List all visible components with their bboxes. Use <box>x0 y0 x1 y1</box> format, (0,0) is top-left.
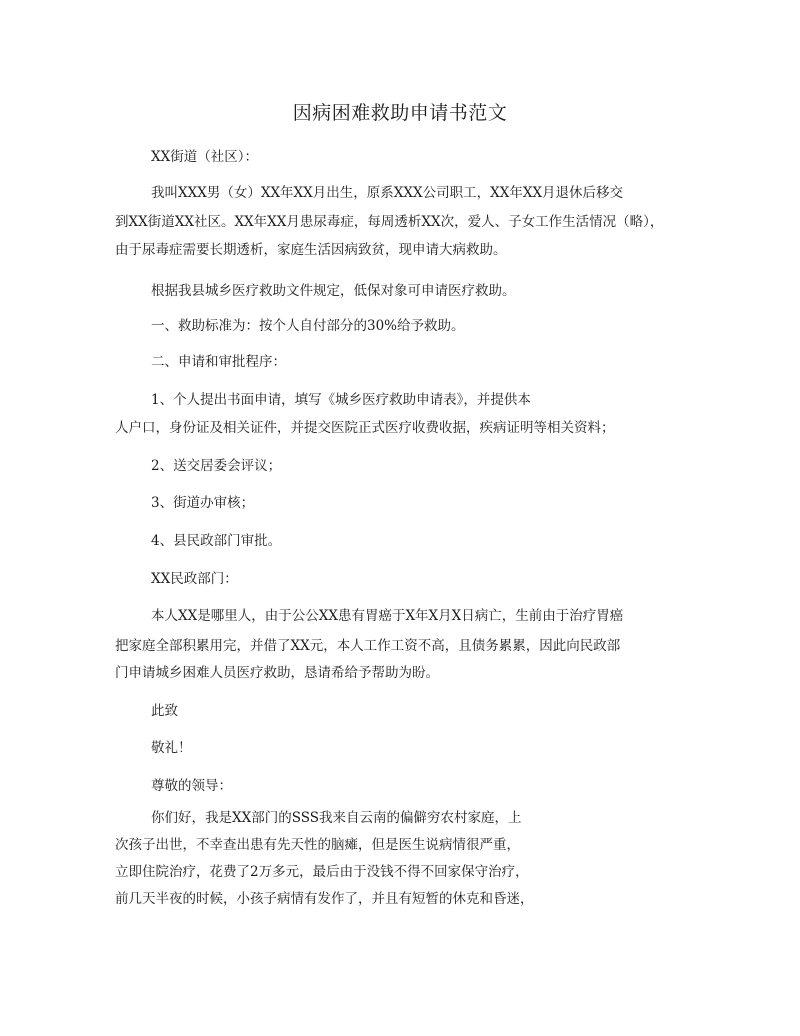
paragraph-line: 门申请城乡困难人员医疗救助，恳请希给予帮助为盼。 <box>115 665 439 681</box>
paragraph-line: 本人XX是哪里人，由于公公XX患有胃癌于X年X月X日病亡，生前由于治疗胃癌 <box>151 608 624 624</box>
paragraph-line: 把家庭全部积累用完，并借了XX元，本人工作工资不高，且债务累累，因此向民政部 <box>115 638 621 654</box>
paragraph-line: 由于尿毒症需要长期透析，家庭生活因病致贫，现申请大病救助。 <box>115 242 507 258</box>
paragraph-line: 根据我县城乡医疗救助文件规定，低保对象可申请医疗救助。 <box>151 283 516 299</box>
salutation-civil-affairs: XX民政部门： <box>151 571 238 587</box>
paragraph-line: 我叫XXX男（女）XX年XX月出生，原系XXX公司职工，XX年XX月退休后移交 <box>151 185 624 201</box>
list-item: 1、个人提出书面申请，填写《城乡医疗救助申请表》，并提供本 <box>151 392 531 408</box>
paragraph-line: 到XX街道XX社区。XX年XX月患尿毒症，每周透析XX次，爱人、子女工作生活情况（略）， <box>115 214 664 230</box>
paragraph-line: 一、救助标准为：按个人自付部分的30%给予救助。 <box>151 318 465 334</box>
paragraph-line: 立即住院治疗，花费了2万多元，最后由于没钱不得不回家保守治疗， <box>115 864 529 880</box>
list-item: 3、街道办审核； <box>151 495 255 511</box>
closing-jingli: 敬礼！ <box>151 740 192 756</box>
document-title: 因病困难救助申请书范文 <box>292 102 508 124</box>
salutation-leader: 尊敬的领导： <box>151 778 232 794</box>
list-item: 4、县民政部门审批。 <box>151 533 282 549</box>
closing-cizhi: 此致 <box>151 703 178 719</box>
list-item-continuation: 人户口，身份证及相关证件，并提交医院正式医疗收费收据，疾病证明等相关资料； <box>115 420 615 436</box>
paragraph-line: 二、申请和审批程序： <box>151 354 286 370</box>
paragraph-line: 你们好，我是XX部门的SSS我来自云南的偏僻穷农村家庭，上 <box>151 810 522 826</box>
list-item: 2、送交居委会评议； <box>151 458 282 474</box>
paragraph-line: 前几天半夜的时候，小孩子病情有发作了，并且有短暂的休克和昏迷， <box>115 891 534 907</box>
salutation-street: XX街道（社区）： <box>151 149 258 165</box>
paragraph-line: 次孩子出世，不幸查出患有先天性的脑瘫，但是医生说病情很严重， <box>115 837 520 853</box>
